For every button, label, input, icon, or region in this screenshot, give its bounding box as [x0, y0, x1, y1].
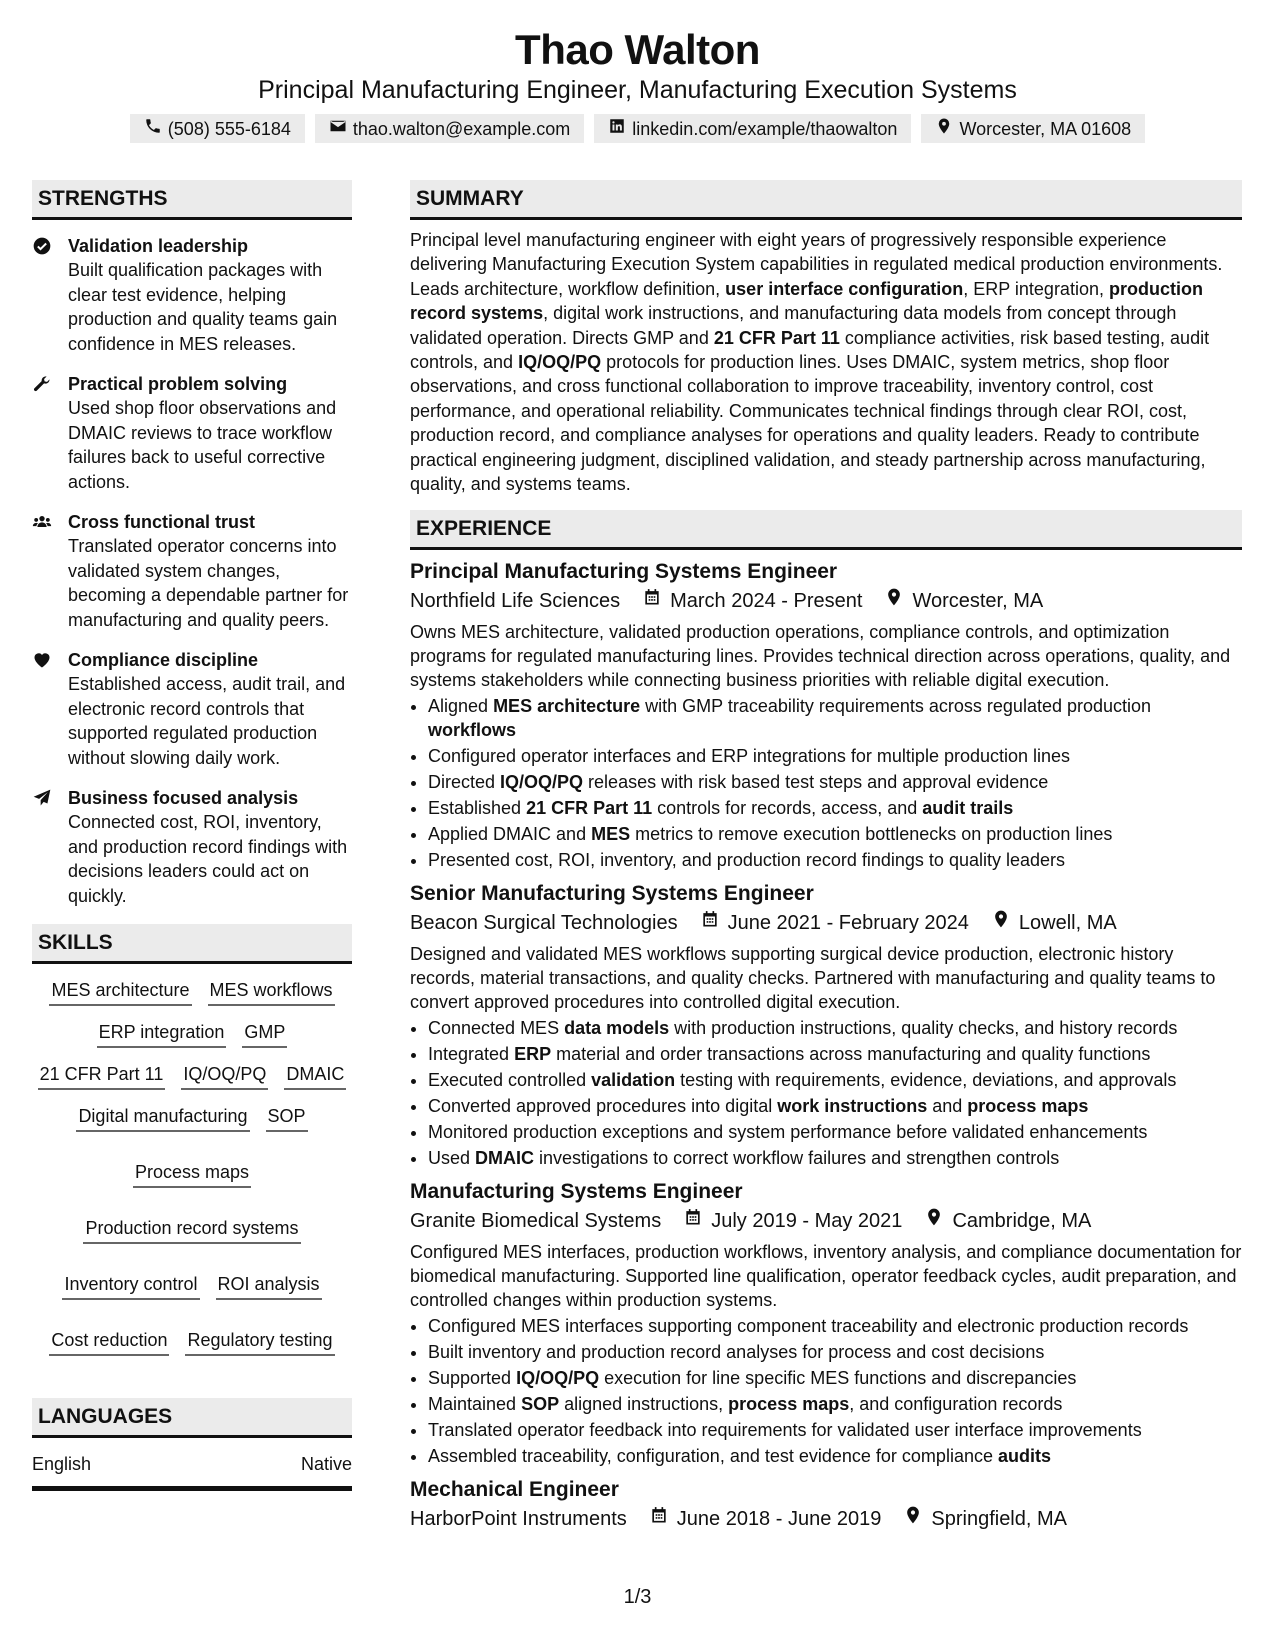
skill-tag: MES workflows	[208, 978, 335, 1006]
text-run: metrics to remove execution bottlenecks on production lines	[630, 824, 1113, 845]
language-name: English	[32, 1454, 92, 1474]
bold-text: process maps	[728, 1394, 850, 1415]
bold-text: IQ/OQ/PQ	[518, 352, 602, 373]
bold-text: DMAIC	[475, 1148, 535, 1169]
job-meta	[410, 908, 1242, 938]
location-text: Worcester, MA 01608	[959, 118, 1132, 139]
text-run: with production instructions, quality checks, and history records	[669, 1018, 1178, 1039]
job-title: Mechanical Engineer	[410, 1478, 619, 1502]
text-run: Applied DMAIC and	[428, 824, 592, 845]
strength-title: Practical problem solving	[68, 374, 288, 394]
skills-list	[32, 978, 352, 1356]
job-bullets	[410, 1016, 1242, 1170]
contact-linkedin[interactable]	[594, 114, 911, 143]
text-run: Supported	[428, 1368, 517, 1389]
job-dates: March 2024 - Present	[670, 590, 863, 613]
strength-title: Validation leadership	[68, 236, 249, 256]
text-run: , digital work instructions, and manufacturing data models from concept through validated operation. Directs GMP and	[410, 303, 1177, 348]
text-run: aligned instructions,	[559, 1394, 729, 1415]
text-run: Configured operator interfaces and ERP integrations for multiple production lines	[428, 746, 1071, 767]
strength-title: Cross functional trust	[68, 512, 256, 532]
phone-text: (508) 555-6184	[167, 118, 291, 139]
skill-tag: Digital manufacturing	[76, 1104, 249, 1132]
language-row	[32, 1452, 352, 1491]
text-run: releases with risk based test steps and approval evidence	[583, 772, 1049, 793]
resume-header	[0, 0, 1275, 143]
bold-text: validation	[591, 1070, 676, 1091]
company-name: Granite Biomedical Systems	[410, 1210, 662, 1233]
text-run: material and order transactions across manufacturing and quality functions	[551, 1044, 1151, 1065]
bullet-item	[428, 1146, 1242, 1170]
bold-text: 21 CFR Part 11	[526, 798, 653, 819]
text-run: Built inventory and production record analyses for process and cost decisions	[428, 1342, 1045, 1363]
bold-text: data models	[564, 1018, 670, 1039]
bullet-item	[428, 1042, 1242, 1066]
map-pin-icon	[884, 586, 904, 616]
job-bullets	[410, 1314, 1242, 1468]
text-run: execution for line specific MES functions and discrepancies	[599, 1368, 1077, 1389]
company-name: HarborPoint Instruments	[410, 1508, 627, 1531]
skill-tag: Production record systems	[83, 1216, 300, 1244]
job-title: Senior Manufacturing Systems Engineer	[410, 882, 814, 906]
languages-list	[32, 1452, 352, 1491]
linkedin-text: linkedin.com/example/thaowalton	[632, 118, 898, 139]
text-run: Maintained	[428, 1394, 522, 1415]
map-pin-icon	[903, 1504, 923, 1534]
job-location: Lowell, MA	[1018, 912, 1117, 935]
text-run: Monitored production exceptions and system performance before validated enhancements	[428, 1122, 1148, 1143]
text-run: Connected MES	[428, 1018, 565, 1039]
left-column	[32, 180, 352, 1491]
job-dates: June 2018 - June 2019	[676, 1508, 882, 1531]
job-location: Worcester, MA	[912, 590, 1044, 613]
bullet-item	[428, 848, 1242, 872]
calendar-icon	[683, 1206, 703, 1236]
calendar-icon	[642, 586, 662, 616]
bold-text: IQ/OQ/PQ	[500, 772, 584, 793]
job-description: Designed and validated MES workflows supporting surgical device production, electronic history records, material transactions, and quality checks. Partnered with manufacturing and quality teams to convert approved procedures into controlled digital execution.	[410, 944, 1216, 1013]
linkedin-icon	[608, 117, 626, 140]
wrench-icon	[32, 372, 54, 494]
text-run: Integrated	[428, 1044, 515, 1065]
candidate-name: Thao Walton	[515, 26, 760, 73]
skill-tag: ERP integration	[97, 1020, 227, 1048]
bullet-item	[428, 770, 1242, 794]
strength-title: Compliance discipline	[68, 650, 259, 670]
job-meta	[410, 1206, 1242, 1236]
text-run: Executed controlled	[428, 1070, 592, 1091]
bold-text: audit trails	[922, 798, 1014, 819]
bold-text: ERP	[514, 1044, 552, 1065]
check-circle-icon	[32, 234, 54, 356]
skill-tag: IQ/OQ/PQ	[181, 1062, 268, 1090]
calendar-icon	[649, 1504, 669, 1534]
text-run: Principal level manufacturing engineer with eight years of progressively responsible experience delivering Manufacturing Execution System capabilities in regulated medical production environments. Leads architecture, workflow definition,	[410, 230, 1223, 299]
text-run: and	[927, 1096, 968, 1117]
bullet-item	[428, 822, 1242, 846]
job-title: Principal Manufacturing Systems Engineer	[410, 560, 838, 584]
text-run: Used	[428, 1148, 476, 1169]
job-description: Configured MES interfaces, production workflows, inventory analysis, and compliance documentation for biomedical manufacturing. Supported line qualification, operator feedback cycles, audit preparation, and controlled changes within production systems.	[410, 1242, 1242, 1311]
skill-tag: 21 CFR Part 11	[38, 1062, 166, 1090]
strengths-heading: STRENGTHS	[32, 180, 352, 220]
strength-desc: Translated operator concerns into validated system changes, becoming a dependable partner for manufacturing and quality peers.	[68, 536, 349, 630]
bullet-item	[428, 1016, 1242, 1040]
right-column	[410, 180, 1242, 1534]
bold-text: work instructions	[777, 1096, 928, 1117]
bold-text: workflows	[428, 720, 517, 741]
text-run: investigations to correct workflow failures and strengthen controls	[534, 1148, 1060, 1169]
job-meta	[410, 586, 1242, 616]
strength-desc: Connected cost, ROI, inventory, and production record findings with decisions leaders could act on quickly.	[68, 812, 348, 906]
job-entry	[410, 558, 1242, 872]
text-run: Directed	[428, 772, 501, 793]
email-text: thao.walton@example.com	[352, 118, 571, 139]
envelope-icon	[329, 117, 347, 140]
text-run: protocols for production lines. Uses DMAIC, system metrics, shop floor observations, and cross functional collaboration to improve traceability, inventory control, cost performance, and operational reliability. Communicates technical findings through clear ROI, cost, production record, and compliance analyses for operations and quality leaders. Ready to contribute practical engineering judgment, disciplined validation, and steady partnership across manufacturing, quality, and systems teams.	[410, 352, 1206, 495]
contact-phone	[130, 114, 305, 143]
bullet-item	[428, 1094, 1242, 1118]
map-pin-icon	[991, 908, 1011, 938]
heart-icon	[32, 648, 54, 770]
candidate-title: Principal Manufacturing Engineer, Manufacturing Execution Systems	[258, 76, 1017, 104]
bullet-item	[428, 1120, 1242, 1144]
bold-text: user interface configuration	[725, 278, 964, 299]
bold-text: SOP	[521, 1394, 560, 1415]
job-entry	[410, 880, 1242, 1170]
job-description: Owns MES architecture, validated production operations, compliance controls, and optimization programs for regulated manufacturing lines. Provides technical direction across operations, quality, and systems stakeholders while connecting business priorities with reliable digital execution.	[410, 622, 1231, 691]
bullet-item	[428, 1418, 1242, 1442]
map-pin-icon	[924, 1206, 944, 1236]
text-run: Converted approved procedures into digital	[428, 1096, 778, 1117]
bullet-item	[428, 1340, 1242, 1364]
job-meta	[410, 1504, 1242, 1534]
bold-text: production record systems	[410, 278, 1203, 324]
skills-heading: SKILLS	[32, 924, 352, 964]
bullet-item	[428, 744, 1242, 768]
company-name: Northfield Life Sciences	[410, 590, 621, 613]
skill-tag: Cost reduction	[49, 1328, 169, 1356]
skill-tag: MES architecture	[49, 978, 191, 1006]
phone-icon	[144, 117, 162, 140]
bold-text: MES	[591, 824, 631, 845]
strength-desc: Established access, audit trail, and electronic record controls that supported regulated production without slowing daily work.	[68, 674, 346, 768]
skill-tag: GMP	[242, 1020, 287, 1048]
experience-heading: EXPERIENCE	[410, 510, 1242, 550]
strength-desc: Built qualification packages with clear test evidence, helping production and quality teams gain confidence in MES releases.	[68, 260, 338, 354]
skill-tag: ROI analysis	[216, 1272, 322, 1300]
text-run: Aligned	[428, 696, 494, 717]
summary-text	[410, 228, 1242, 496]
company-name: Beacon Surgical Technologies	[410, 912, 678, 935]
calendar-icon	[700, 908, 720, 938]
text-run: Established	[428, 798, 527, 819]
experience-list	[410, 558, 1242, 1534]
strength-title: Business focused analysis	[68, 788, 299, 808]
job-entry	[410, 1476, 1242, 1534]
paper-plane-icon	[32, 786, 54, 908]
skill-tag: Regulatory testing	[185, 1328, 334, 1356]
text-run: testing with requirements, evidence, deviations, and approvals	[675, 1070, 1177, 1091]
job-location: Cambridge, MA	[952, 1210, 1092, 1233]
bold-text: process maps	[967, 1096, 1089, 1117]
bullet-item	[428, 1366, 1242, 1390]
summary-heading: SUMMARY	[410, 180, 1242, 220]
bold-text: audits	[997, 1446, 1051, 1467]
text-run: , and configuration records	[849, 1394, 1063, 1415]
text-run: Presented cost, ROI, inventory, and production record findings to quality leaders	[428, 850, 1066, 871]
skill-tag: SOP	[266, 1104, 308, 1132]
contact-location	[921, 114, 1145, 143]
strength-item	[32, 648, 352, 770]
job-location: Springfield, MA	[931, 1508, 1067, 1531]
strength-item	[32, 372, 352, 494]
skill-tag: Process maps	[133, 1160, 251, 1188]
bullet-item	[428, 1314, 1242, 1338]
strength-item	[32, 510, 352, 632]
strength-item	[32, 234, 352, 356]
map-pin-icon	[935, 117, 953, 140]
strength-desc: Used shop floor observations and DMAIC reviews to trace workflow failures back to useful corrective actions.	[68, 398, 337, 492]
job-dates: June 2021 - February 2024	[727, 912, 969, 935]
text-run: compliance activities, risk based testing, audit controls, and	[410, 327, 1210, 373]
users-icon	[32, 510, 54, 632]
bullet-item	[428, 1068, 1242, 1092]
text-run: Translated operator feedback into requirements for validated user interface improvements	[428, 1420, 1142, 1441]
skill-tag: DMAIC	[284, 1062, 346, 1090]
bullet-item	[428, 694, 1242, 742]
text-run: Configured MES interfaces supporting component traceability and electronic production records	[428, 1316, 1189, 1337]
text-run: with GMP traceability requirements across regulated production	[640, 696, 1152, 717]
contact-bar	[0, 114, 1275, 143]
bold-text: MES architecture	[493, 696, 641, 717]
strength-item	[32, 786, 352, 908]
job-entry	[410, 1178, 1242, 1468]
text-run: Assembled traceability, configuration, and test evidence for compliance	[428, 1446, 998, 1467]
page-number: 1/3	[623, 1586, 652, 1608]
bullet-item	[428, 1444, 1242, 1468]
text-run: controls for records, access, and	[652, 798, 923, 819]
bold-text: IQ/OQ/PQ	[516, 1368, 600, 1389]
job-bullets	[410, 694, 1242, 872]
skill-tag: Inventory control	[62, 1272, 199, 1300]
job-title: Manufacturing Systems Engineer	[410, 1180, 743, 1204]
languages-heading: LANGUAGES	[32, 1398, 352, 1438]
language-level: Native	[300, 1454, 352, 1474]
bullet-item	[428, 1392, 1242, 1416]
strengths-list	[32, 234, 352, 908]
job-dates: July 2019 - May 2021	[711, 1210, 903, 1233]
bullet-item	[428, 796, 1242, 820]
contact-email[interactable]	[315, 114, 584, 143]
text-run: , ERP integration,	[963, 278, 1109, 299]
bold-text: 21 CFR Part 11	[713, 327, 840, 348]
